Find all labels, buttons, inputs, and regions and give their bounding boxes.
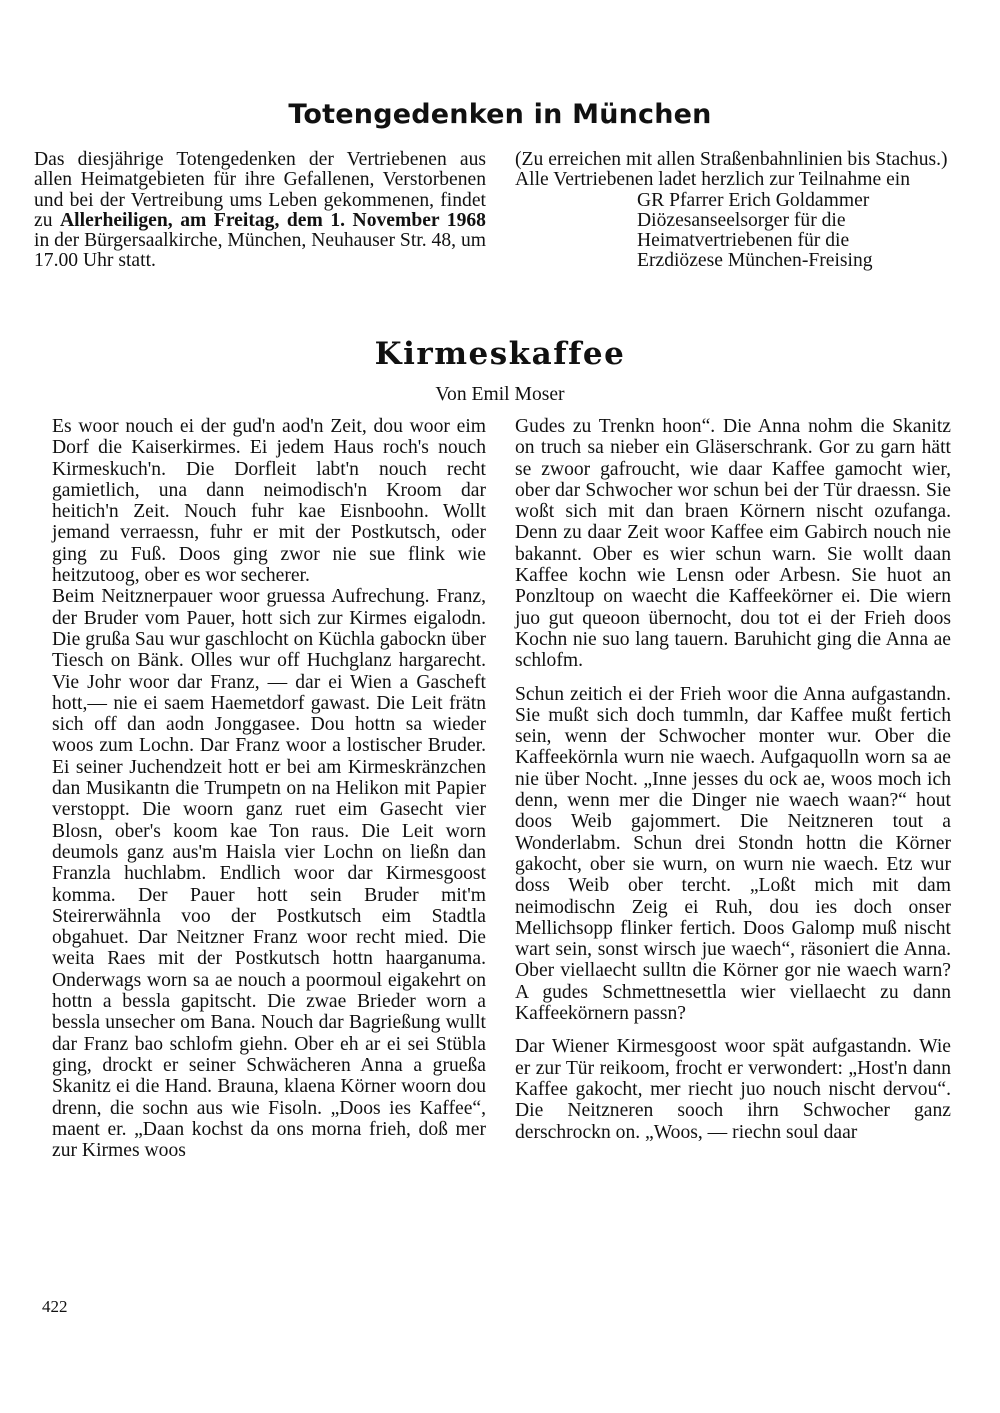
article-paragraph: Beim Neitznerpauer woor gruessa Aufrechung. Franz, der Bruder vom Pauer, hott sich zur Kirmes eigalodn. Die grußa Sau wur gaschlocht on Küchla gabockn über Tiesch on Bänk. Olles wur off Huchglanz hargarecht. Vie Johr woor dar Franz, — dar ei Wien a Gascheft hott,— nie ei saem Haemetdorf gawast. Die Leit frätn sich off dan aodn Jonggasee. Dou hottn sa wieder woos zum Lochn. Dar Franz woor a lostischer Bruder. Ei seiner Juchendzeit hott er bei am Kirmeskränzchen dan Musikantn die Trumpetn on na Helikon mit Papier verstoppt. Die woorn ganz ruet eim Gasecht vier Blosn, ober's koom kae Ton raus. Die Leit worn deumols ganz aus'm Haisla vier Lochn on ließn dan Franzla huchlabm. Endlich woor dar Kirmesgoost komma. Der Pauer hott sein Bruder mit'm Steirerwähnla voo der Postkutsch eim Stadtla obgahuet. Dar Neitzner Franz woor recht mied. Die weita Raes mit der Postkutsch hottn haarganuma. Onderwags worn sa ae nouch a poormoul eigakehrt on hottn a bessla gapitscht. Die zwae Brieder worn a bessla unsecher om Bana. Nouch dar Bagrießung wullt dar Franz bao schlofm giehn. Ober eh ar ei sei Stübla ging, drockt er seiner Schwächeren Anna a grueßa Skanitz ei die Hand. Brauna, klaena Körner woorn dou drenn, die sochn aus wie Fisoln. „Doos ies Kaffee“, maent er. „Daan kochst da ons morna frieh, doß mer zur Kirmes woos <box>52 586 486 1162</box>
article-title: Kirmeskaffee <box>374 336 626 372</box>
notice-invitation: Alle Vertriebenen ladet herzlich zur Teilnahme ein <box>515 169 911 191</box>
page-number: 422 <box>42 1297 68 1316</box>
signature-name: GR Pfarrer Erich Goldammer <box>637 189 870 211</box>
notice-paragraph <box>34 150 486 272</box>
signature-role-1: Diözesanseelsorger für die <box>637 209 846 231</box>
article-column-1 <box>52 416 486 1161</box>
signature-role-2: Heimatvertriebenen für die <box>637 230 850 252</box>
notice-column-2 <box>515 150 951 272</box>
notice-title: Totengedenken in München <box>288 99 712 130</box>
article-paragraph: Schun zeitich ei der Frieh woor die Anna aufgastandn. Sie mußt sich doch tummln, dar Kaffee mußt fertich sein, wenn der Schwocher monter wur. Ober die Kaffeekörnla wurn nie waech. Aufgaquolln worn sa ae nie über Nocht. „Inne jesses du ock ae, woos moch ich denn, wenn mer die Dinger nie waech waan?“ hout doos Weib gajommert. Die Neitzneren tout a Wonderlabm. Schun drei Stondn hottn die Körner gakocht, ober sie wurn, on wurn nie waech. Etz wur doss Weib ober tercht. „Loßt mich mit dam neimodischn Zeig ei Ruh, dou ies doch onser Mellichsopp flinker fertich. Doos Galomp muß nischt wart sein, sonst wirsch jue waech“, räsoniert die Anna. Ober viellaecht sulltn die Körner gor nie waech warn? A gudes Schmettnesettla wier viellaecht zu dann Kaffeekörnern passn? <box>515 683 951 1025</box>
notice-text-pre: Das diesjährige Totengedenken der Vertriebenen aus allen Heimatgebieten für ihre Gefallenen, Verstorbenen und bei der Vertreibung ums Leben gekommenen, findet zu <box>34 149 486 231</box>
article-paragraph: Gudes zu Trenkn hoon“. Die Anna nohm die Skanitz on truch sa nieber ein Gläserschrank. Gor zu garn hätt se zwoor gafroucht, wie daar Kaffee gamocht wier, ober dar Schwocher wor schun bei der Tür draessn. Sie woßt sich mit dan braen Körnern nischt ozufanga. Denn zu daar Zeit woor Kaffee eim Gabirch nouch nie bakannt. Ober es wier schun warn. Sie wollt daan Kaffee kochn wie Lensn oder Arbesn. Sie huot an Ponzltoup on waecht die Kaffeekörner ei. Die wiern juo gut queoon übernocht, dou tot ei der Frieh doos Kochn nie suo lang tauern. Baruhicht ging die Anna ae schlofm. <box>515 416 951 672</box>
article-column-2 <box>515 416 951 1143</box>
article-paragraph: Dar Wiener Kirmesgoost woor spät aufgastandn. Wie er zur Tür reikoom, frocht er verwondert: „Host'n dann Kaffee gakocht, mer riecht juo nouch nischt dervou“. Die Neitzneren sooch ihrn Schwocher ganz derschrockn on. „Woos, — riechn soul daar <box>515 1036 951 1143</box>
signature-role-3: Erzdiözese München-Freising <box>637 250 873 272</box>
notice-column-1 <box>34 150 486 272</box>
notice-transport-info: (Zu erreichen mit allen Straßenbahnlinien bis Stachus.) <box>515 149 948 170</box>
notice-date-bold: Allerheiligen, am Freitag, dem 1. November 1968 <box>60 209 486 231</box>
notice-text-post: in der Bürgersaalkirche, München, Neuhauser Str. 48, um 17.00 Uhr statt. <box>34 230 486 272</box>
article-author: Von Emil Moser <box>435 384 565 405</box>
article-paragraph: Es woor nouch ei der gud'n aod'n Zeit, dou woor eim Dorf die Kaiserkirmes. Ei jedem Haus roch's nouch Kirmeskuch'n. Die Dorfleit labt'n nouch recht gamietlich, una dann neimodisch'n Kroom dar heitich'n Zeit. Nouch fuhr kae Eisnboohn. Wollt jemand verraessn, fuhr er mit der Postkutsch, oder ging zu Fuß. Doos ging zwor nie sue flink wie heitzutoog, ober es wor secherer. <box>52 416 486 587</box>
